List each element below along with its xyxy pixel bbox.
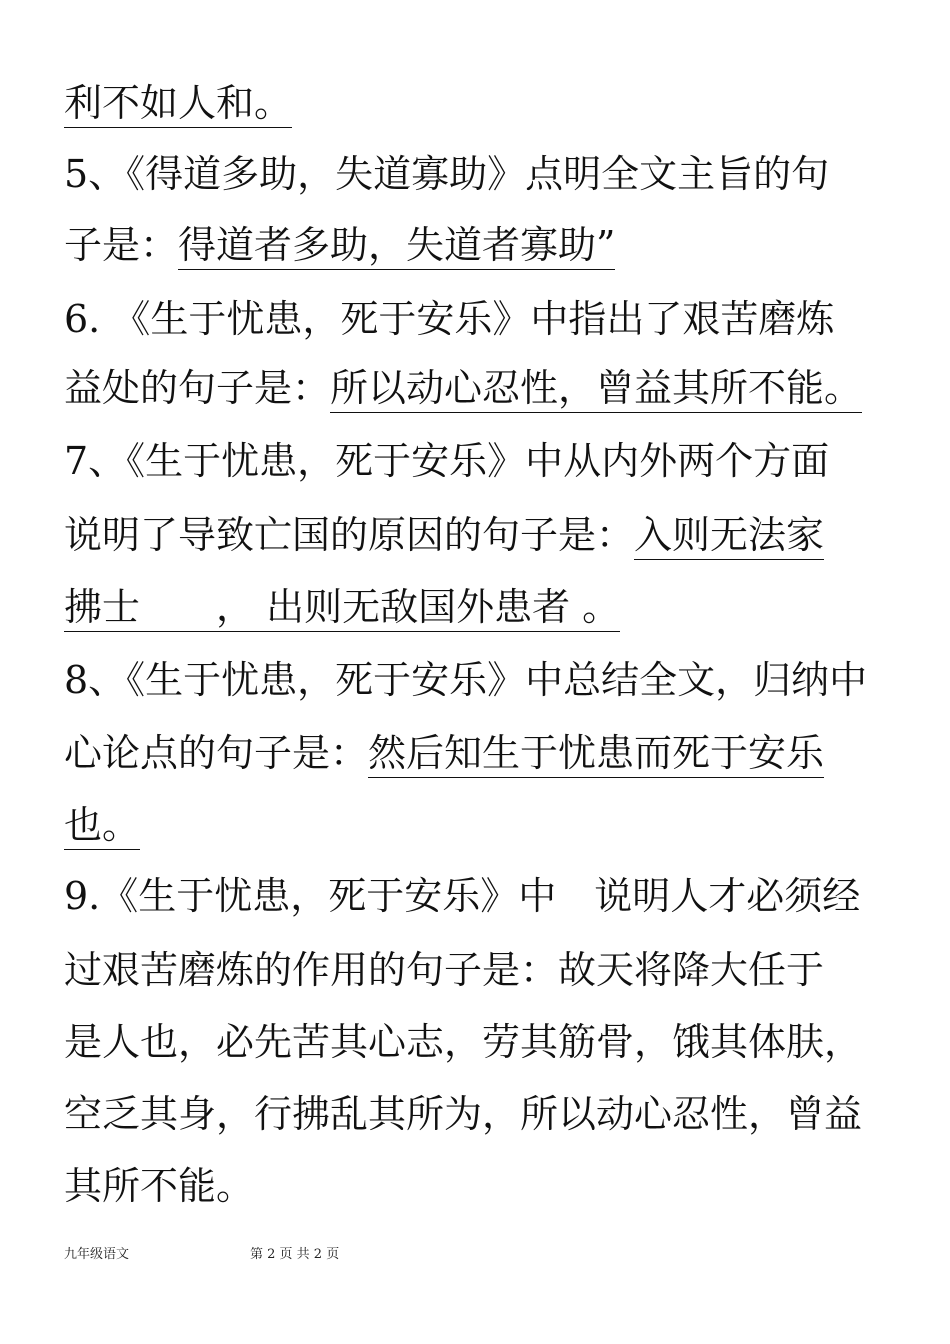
answer-text: 也。 <box>64 803 140 850</box>
answer-text: 所以动心忍性，曾益其所不能。 <box>330 366 862 413</box>
text-line <box>64 78 894 128</box>
question-9-line-1 <box>64 871 894 921</box>
question-text: 6. 《生于忧患，死于安乐》中指出了艰苦磨炼 <box>64 297 835 341</box>
question-9-line-5 <box>64 1161 894 1211</box>
question-9-line-2 <box>64 945 894 995</box>
footer-page-info: 第 2 页 共 2 页 <box>250 1247 340 1262</box>
question-5-line-1 <box>64 149 894 199</box>
question-text: 益处的句子是： <box>64 366 331 410</box>
question-7-line-3 <box>64 582 894 632</box>
footer-subject: 九年级语文 <box>64 1247 130 1262</box>
question-7-line-1 <box>64 436 894 486</box>
question-text: 过艰苦磨炼的作用的句子是：故天将降大任于 <box>64 948 825 992</box>
answer-text: 入则无法家 <box>634 513 824 560</box>
question-text: 是人也，必先苦其心志，劳其筋骨，饿其体肤， <box>64 1020 863 1064</box>
question-6-line-2 <box>64 363 894 413</box>
question-8-line-2 <box>64 728 894 778</box>
question-text: 空乏其身，行拂乱其所为，所以动心忍性，曾益 <box>64 1092 863 1136</box>
answer-text: 拂士 ， 出则无敌国外患者 。 <box>64 585 620 632</box>
question-9-line-3 <box>64 1017 894 1067</box>
answer-text: 得道者多助，失道者寡助” <box>178 223 615 270</box>
question-7-line-2 <box>64 510 894 560</box>
question-6-line-1 <box>64 294 894 344</box>
question-text: 子是： <box>64 223 179 267</box>
question-text: 7、《生于忧患，死于安乐》中从内外两个方面 <box>64 439 830 483</box>
answer-text: 然后知生于忧患而死于安乐 <box>368 731 824 778</box>
answer-text: 利不如人和。 <box>64 81 292 128</box>
question-8-line-1 <box>64 655 894 705</box>
question-text: 9.《生于忧患，死于安乐》中 说明人才必须经 <box>64 874 861 918</box>
question-9-line-4 <box>64 1089 894 1139</box>
question-8-line-3 <box>64 800 894 850</box>
question-text: 其所不能。 <box>64 1164 255 1208</box>
question-text: 心论点的句子是： <box>64 731 369 775</box>
question-5-line-2 <box>64 220 894 270</box>
question-text: 8、《生于忧患，死于安乐》中总结全文，归纳中 <box>64 658 868 702</box>
question-text: 5、《得道多助，失道寡助》点明全文主旨的句 <box>64 152 830 196</box>
question-text: 说明了导致亡国的原因的句子是： <box>64 513 635 557</box>
